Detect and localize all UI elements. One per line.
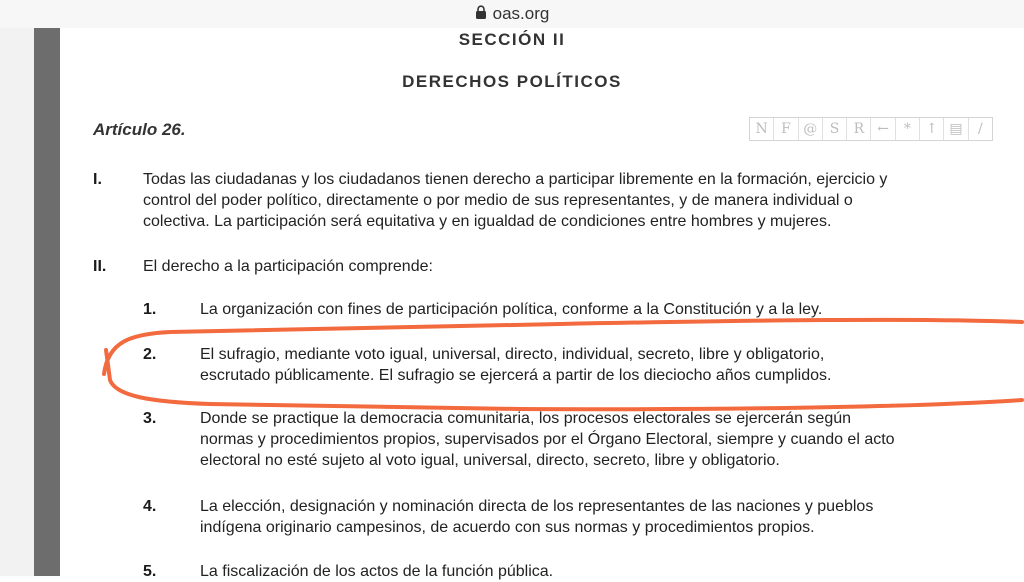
subitem-5-text: La fiscalización de los actos de la función pública. <box>200 563 554 580</box>
subitem-4-line-2: indígena originario campesinos, de acuerdo con sus normas y procedimientos propios. <box>200 519 815 536</box>
toolbar-box-icon: ▤ <box>944 118 968 140</box>
lock-icon <box>475 5 487 25</box>
subitem-3-line-2: normas y procedimientos propios, supervisados por el Órgano Electoral, siempre y cuando el acto <box>200 431 895 448</box>
section-title: SECCIÓN II <box>458 30 566 49</box>
page-scroll-edge <box>34 28 60 576</box>
subitem-2-number: 2. <box>143 346 157 363</box>
subitem-3-number: 3. <box>143 410 157 427</box>
toolbar-icon-n: N <box>750 118 774 140</box>
subitem-2-line-1: El sufragio, mediante voto igual, universal, directo, individual, secreto, libre y obligatorio, <box>200 346 825 363</box>
subitem-3-text <box>200 408 993 471</box>
subitem-1-text: La organización con fines de participación política, conforme a la Constitución y a la ley. <box>200 301 823 318</box>
subitem-4-text <box>200 496 993 538</box>
item-i-line-1: Todas las ciudadanas y los ciudadanos tienen derecho a participar libremente en la formación, ejercicio y <box>143 171 888 188</box>
item-i-label: I. <box>93 171 102 188</box>
url-display[interactable] <box>0 4 1024 25</box>
subitem-3-line-3: electoral no esté sujeto al voto igual, universal, directo, secreto, libre y obligatorio. <box>200 452 780 469</box>
toolbar-star-icon: * <box>896 118 920 140</box>
subitem-4-line-1: La elección, designación y nominación directa de los representantes de las naciones y pueblos <box>200 498 874 515</box>
item-i-line-2: control del poder político, directamente o por medio de sus representantes, y de manera individual o <box>143 192 853 209</box>
subitem-2-line-2: escrutado públicamente. El sufragio se ejercerá a partir de los dieciocho años cumplidos. <box>200 367 832 384</box>
item-ii-text: El derecho a la participación comprende: <box>143 258 433 275</box>
browser-address-bar[interactable] <box>0 0 1024 29</box>
subitem-5-number: 5. <box>143 563 157 580</box>
viewer-margin <box>0 28 34 576</box>
section-subtitle: DERECHOS POLÍTICOS <box>402 72 622 91</box>
toolbar-icon-r: R <box>847 118 871 140</box>
article-heading: Artículo 26. <box>93 120 186 139</box>
toolbar-slash-icon: / <box>977 121 983 137</box>
toolbar-up-icon: ↑ <box>920 118 944 140</box>
toolbar-icon-s: S <box>823 118 847 140</box>
url-text: oas.org <box>492 4 550 23</box>
pdf-annotation-toolbar <box>749 117 993 141</box>
subitem-2-text <box>200 344 993 386</box>
toolbar-icon-at: @ <box>799 118 823 140</box>
subitem-1-number: 1. <box>143 301 157 318</box>
item-ii-label: II. <box>93 258 107 275</box>
item-i-line-3: colectiva. La participación será equitativa y en igualdad de condiciones entre hombres y mujeres. <box>143 213 832 230</box>
subitem-3-line-1: Donde se practique la democracia comunitaria, los procesos electorales se ejercerán según <box>200 410 852 427</box>
item-i-text <box>143 169 993 232</box>
subitem-4-number: 4. <box>143 498 157 515</box>
toolbar-arrow-icon: ← <box>871 118 895 140</box>
toolbar-icon-f: F <box>774 118 798 140</box>
